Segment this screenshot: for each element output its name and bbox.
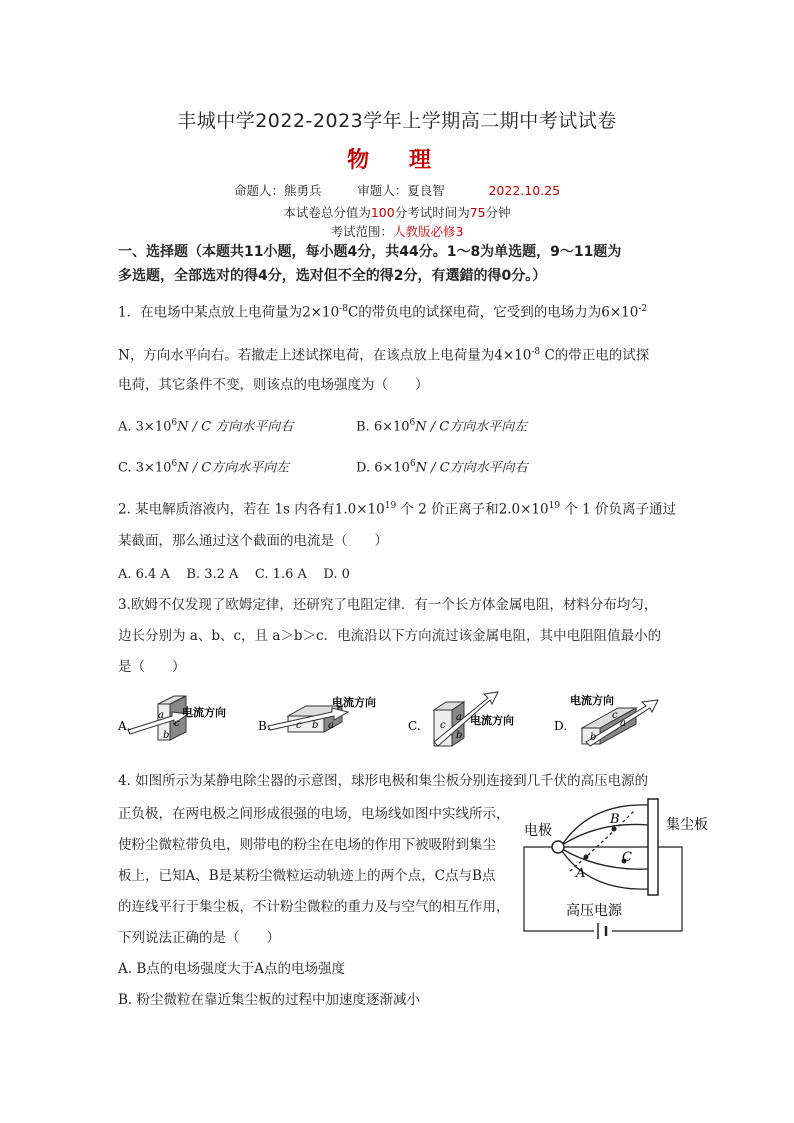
q4-line4: 板上，已知A、B是某粉尘微粒运动轨迹上的两个点，C点与B点 [118, 868, 496, 884]
edge-a: a [620, 718, 626, 729]
q4-line2: 正负极，在两电极之间形成很强的电场，电场线如图中实线所示， [118, 806, 510, 822]
exam-scope: 人教版必修3 [393, 224, 464, 239]
dust-plate [648, 799, 658, 895]
edge-a: a [158, 710, 164, 721]
q1-opt-exp: 6 [171, 418, 178, 428]
point-b-label: B [610, 812, 620, 827]
edge-c: c [440, 720, 446, 731]
setter-line [0, 181, 794, 199]
q4-line1: 4. 如图所示为某静电除尘器的示意图，球形电极和集尘板分别连接到几千伏的高压电源的 [118, 773, 649, 789]
section-heading-line1: 一、选择题（本题共11小题，每小题4分，共44分。1～8为单选题，9～11题为 [118, 244, 622, 260]
q2-text: 个 2 价正离子和2.0×10 [396, 501, 549, 518]
exam-time: 75 [469, 205, 486, 220]
q1-opt-exp: 6 [171, 459, 178, 469]
q1-exp: -2 [638, 304, 648, 314]
q1-opt-text: B. 6×10 [356, 419, 410, 435]
reviewer-label: 审题人： [357, 183, 408, 198]
electrode-label: 电极 [524, 823, 552, 839]
reviewer-name: 夏良智 [407, 183, 445, 198]
q1-line1 [118, 300, 678, 322]
q2-options: A. 6.4 A B. 3.2 A C. 1.6 A D. 0 [118, 567, 350, 582]
edge-b: b [456, 730, 463, 741]
section-heading [118, 240, 678, 288]
q3-line1: 3.欧姆不仅发现了欧姆定律，还研究了电阻定律．有一个长方体金属电阻，材料分布均匀， [118, 597, 658, 613]
point-b [612, 827, 617, 832]
edge-a: a [328, 720, 334, 731]
q4-option-a: A. B点的电场强度大于A点的电场强度 [118, 961, 346, 977]
score-prefix: 本试卷总分值为 [283, 205, 371, 220]
q1-text: N，方向水平向右。若撤走上述试探电荷，在该点放上电荷量为4×10 [118, 347, 532, 364]
q1-text: 1．在电场中某点放上电荷量为2×10 [118, 304, 340, 321]
q3-line3: 是（ ） [118, 659, 186, 675]
score-suffix: 分钟 [485, 205, 511, 220]
subject-title: 物 理 [347, 148, 447, 173]
fig-a-label: A. [118, 719, 131, 733]
q3-line2: 边长分别为 a、b、c，且 a＞b＞c．电流沿以下方向流过该金属电阻，其中电阻阻值最小的 [118, 628, 662, 644]
field-lines [562, 805, 648, 889]
edge-a: a [456, 712, 462, 723]
score-time-line [0, 203, 794, 221]
sphere-electrode [552, 841, 564, 853]
edge-c: c [174, 718, 180, 729]
q1-opt-text: D. 6×10 [356, 460, 410, 476]
q1-option-d [356, 455, 676, 477]
q2-exp: 19 [384, 501, 397, 511]
point-c-label: C [622, 850, 632, 865]
q2-text: 2. 某电解质溶液内，若在 1s 内各有1.0×10 [118, 501, 385, 518]
q1-exp: -8 [339, 304, 348, 314]
q1-option-b [356, 414, 676, 436]
edge-b: b [312, 720, 319, 731]
exam-date: 2022.10.25 [488, 183, 561, 198]
q2-line2: 某截面，那么通过这个截面的电流是（ ） [118, 533, 388, 549]
exam-title: 丰城中学2022-2023学年上学期高二期中考试试卷 [177, 110, 617, 132]
fig-b-current: 电流方向 [332, 696, 376, 709]
q2-exp: 19 [548, 501, 561, 511]
scope-label: 考试范围： [330, 224, 394, 239]
q4-option-b: B. 粉尘微粒在靠近集尘板的过程中加速度逐渐减小 [118, 992, 421, 1008]
q4-line6: 下列说法正确的是（ ） [118, 930, 280, 946]
q1-opt-exp: 6 [409, 418, 416, 428]
fig-a-current: 电流方向 [182, 706, 226, 719]
q1-opt-text: N / C方向水平向右 [415, 460, 528, 476]
power-label: 高压电源 [566, 903, 622, 919]
q4-line3: 使粉尘微粒带负电，则带电的粉尘在电场的作用下被吸附到集尘 [118, 837, 496, 853]
fig-b-label: B. [258, 719, 271, 733]
q1-exp: -8 [531, 347, 541, 357]
q1-line3: 电荷，其它条件不变，则该点的电场强度为（ ） [118, 377, 429, 393]
setter-label: 命题人： [233, 183, 284, 198]
point-a-label: A [576, 866, 586, 881]
total-score: 100 [370, 205, 395, 220]
q4-line5: 的连线平行于集尘板，不计粉尘微粒的重力及与空气的相互作用， [118, 899, 510, 915]
q1-opt-text: N / C方向水平向左 [415, 419, 528, 435]
precipitator-figure [520, 795, 716, 945]
fig-d-current: 电流方向 [570, 694, 614, 707]
q1-line2 [118, 343, 678, 365]
q3-figures [116, 690, 686, 760]
edge-b: b [163, 730, 170, 741]
scope-line [0, 222, 794, 240]
section-heading-line2: 多选题，全部选对的得4分，选对但不全的得2分，有選錯的得0分。） [118, 268, 547, 284]
q1-text: C的带负电的试探电荷，它受到的电场力为6×10 [347, 304, 639, 321]
q1-opt-text: N / C 方向水平向右 [177, 419, 294, 435]
q1-opt-text: C. 3×10 [118, 460, 172, 476]
q1-opt-text: N / C方向水平向左 [177, 460, 290, 476]
point-a [584, 855, 589, 860]
q1-text: C的带正电的试探 [540, 347, 650, 364]
fig-c-current: 电流方向 [470, 714, 514, 727]
edge-c: c [296, 720, 302, 731]
q2-text: 个 1 价负离子通过 [560, 501, 677, 518]
q2-line1 [118, 497, 678, 519]
edge-b: b [590, 732, 597, 743]
plate-label: 集尘板 [666, 817, 708, 833]
edge-c: c [612, 710, 618, 721]
setter-name: 熊勇兵 [283, 183, 322, 198]
fig-c-label: C. [408, 719, 421, 733]
score-mid: 分考试时间为 [394, 205, 470, 220]
q1-opt-text: A. 3×10 [118, 419, 172, 435]
fig-d-label: D. [554, 719, 568, 733]
q1-opt-exp: 6 [409, 459, 416, 469]
